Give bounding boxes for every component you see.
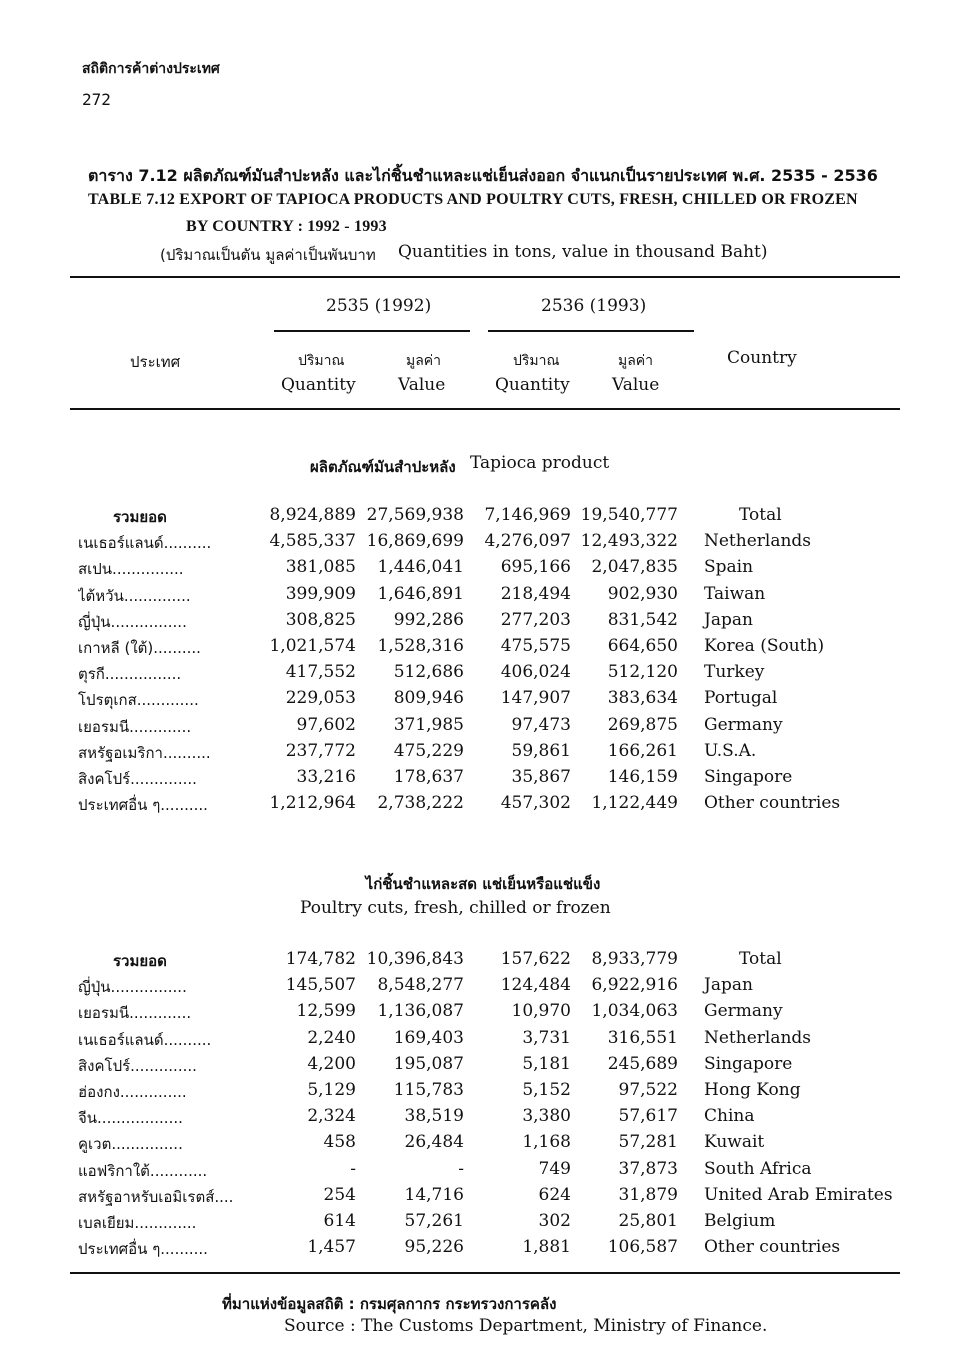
quantity-1993: 218,494 <box>500 583 571 604</box>
table-row <box>0 531 966 557</box>
value-1992: - <box>458 1158 464 1179</box>
country-name-english: South Africa <box>704 1158 812 1179</box>
value-1993: 31,879 <box>618 1184 678 1205</box>
section-title-tapioca-thai: ผลิตภัณฑ์มันสำปะหลัง <box>310 458 456 476</box>
year2-rule <box>488 330 694 332</box>
quantity-1993: 406,024 <box>500 662 571 683</box>
units-note-thai: (ปริมาณเป็นตัน มูลค่าเป็นพันบาท <box>160 246 376 264</box>
country-name-english: Hong Kong <box>704 1080 801 1100</box>
quantity-1992: 1,212,964 <box>269 793 356 814</box>
value-1992: 992,286 <box>393 609 464 630</box>
quantity-1992: 1,457 <box>307 1237 356 1258</box>
country-name-english: Singapore <box>704 767 793 787</box>
value-1992: 38,519 <box>404 1106 464 1127</box>
quantity-1993: 4,276,097 <box>484 531 571 552</box>
section-title-poultry-thai: ไก่ชิ้นชำแหละสด แช่เย็นหรือแช่แข็ง <box>365 875 601 893</box>
table-header-bottom-rule <box>70 408 900 410</box>
quantity-1993: 277,203 <box>500 609 571 630</box>
units-note-english: Quantities in tons, value in thousand Baht) <box>398 242 768 262</box>
quantity-1992: 381,085 <box>285 557 356 578</box>
country-name-english: Taiwan <box>704 583 766 604</box>
country-name-english: Spain <box>704 557 754 578</box>
country-name-english: Other countries <box>704 793 841 814</box>
value-1992: 2,738,222 <box>377 793 464 814</box>
source-english: Source : The Customs Department, Ministry of Finance. <box>284 1316 768 1336</box>
table-row <box>0 636 966 662</box>
quantity-1992: - <box>350 1158 356 1179</box>
country-name-english: Japan <box>704 609 753 630</box>
value-1993: 831,542 <box>607 609 678 630</box>
quantity-1993: 3,380 <box>522 1106 571 1127</box>
country-name-english: Netherlands <box>704 531 812 552</box>
value-1992: 371,985 <box>393 714 464 735</box>
country-name-english: Singapore <box>704 1053 793 1074</box>
table-row <box>0 557 966 583</box>
quantity-1993: 97,473 <box>511 714 571 735</box>
table-row <box>0 1211 966 1237</box>
quantity-1992: 229,053 <box>285 688 356 709</box>
value-1993: 19,540,777 <box>580 505 678 525</box>
quantity-1993: 624 <box>538 1184 571 1205</box>
value-1993: 12,493,322 <box>580 531 678 552</box>
quantity-1992: 145,507 <box>285 975 356 996</box>
quantity-1993: 10,970 <box>511 1001 571 1022</box>
value-1993: 1,122,449 <box>591 793 678 814</box>
country-name-thai: แอฟริกาใต้............ <box>78 1161 208 1180</box>
quantity-1993: 147,907 <box>500 688 571 709</box>
country-name-thai: ฮ่องกง.............. <box>78 1083 187 1101</box>
value-1993: 57,617 <box>618 1106 678 1127</box>
quantity-1993: 5,181 <box>522 1053 571 1074</box>
value-1992: 27,569,938 <box>366 505 464 525</box>
country-name-thai: ไต้หวัน.............. <box>78 586 191 605</box>
value-1993: 512,120 <box>607 662 678 683</box>
country-name-english: Total <box>739 505 782 525</box>
table-top-rule <box>70 276 900 278</box>
country-name-english: Belgium <box>704 1211 776 1231</box>
quantity-1992: 254 <box>323 1184 356 1205</box>
quantity-1993: 457,302 <box>500 793 571 814</box>
year1-rule <box>274 330 470 332</box>
value-1993: 383,634 <box>607 688 678 709</box>
country-name-english: China <box>704 1106 755 1127</box>
quantity-1993: 475,575 <box>500 636 571 656</box>
country-name-thai: สหรัฐอาหรับเอมิเรตส์.... <box>78 1187 234 1206</box>
quantity-1992: 417,552 <box>285 662 356 683</box>
quantity-1992: 614 <box>323 1211 356 1231</box>
quantity-1993: 157,622 <box>500 949 571 969</box>
column-header-year2: 2536 (1993) <box>541 296 647 316</box>
value-1992: 16,869,699 <box>366 531 464 552</box>
quantity-1993: 5,152 <box>522 1080 571 1100</box>
quantity-1993: 1,168 <box>522 1132 571 1153</box>
country-name-thai: รวมยอด <box>113 508 167 526</box>
quantity-1992: 33,216 <box>296 767 356 787</box>
source-thai: ที่มาแห่งข้อมูลสถิติ : กรมศุลกากร กระทรวงการคลัง <box>222 1295 557 1313</box>
table-bottom-rule <box>70 1272 900 1274</box>
table-total-row <box>0 949 966 975</box>
value-1992: 10,396,843 <box>366 949 464 969</box>
quantity-1992: 2,240 <box>307 1027 356 1048</box>
value-1992: 178,637 <box>393 767 464 787</box>
value-1992: 95,226 <box>404 1237 464 1258</box>
country-name-english: United Arab Emirates <box>704 1184 893 1205</box>
quantity-1993: 124,484 <box>500 975 571 996</box>
country-name-thai: เบลเยียม............. <box>78 1214 197 1232</box>
column-header-qty1-english: Quantity <box>281 375 356 395</box>
column-header-country-english: Country <box>727 348 797 368</box>
quantity-1992: 4,200 <box>307 1053 356 1074</box>
value-1993: 25,801 <box>618 1211 678 1231</box>
quantity-1992: 399,909 <box>285 583 356 604</box>
value-1993: 57,281 <box>618 1132 678 1153</box>
value-1992: 115,783 <box>393 1080 464 1100</box>
table-row <box>0 741 966 767</box>
quantity-1992: 2,324 <box>307 1106 356 1127</box>
table-row <box>0 975 966 1001</box>
value-1992: 1,446,041 <box>377 557 464 578</box>
country-name-english: Korea (South) <box>704 636 825 656</box>
country-name-english: Other countries <box>704 1237 841 1258</box>
table-row <box>0 1185 966 1211</box>
value-1993: 664,650 <box>607 636 678 656</box>
value-1992: 57,261 <box>404 1211 464 1231</box>
value-1992: 169,403 <box>393 1027 464 1048</box>
country-name-english: Germany <box>704 1001 783 1022</box>
table-title-english-line2: BY COUNTRY : 1992 - 1993 <box>186 218 387 235</box>
country-name-thai: สเปน............... <box>78 560 184 579</box>
table-row <box>0 1106 966 1132</box>
table-row <box>0 688 966 714</box>
value-1993: 269,875 <box>607 714 678 735</box>
value-1993: 1,034,063 <box>591 1001 678 1022</box>
quantity-1993: 7,146,969 <box>484 505 571 525</box>
value-1993: 6,922,916 <box>591 975 678 996</box>
country-name-thai: ประเทศอื่น ๆ.......... <box>78 1240 208 1259</box>
table-row <box>0 1054 966 1080</box>
column-header-country-thai: ประเทศ <box>130 353 181 371</box>
table-row <box>0 715 966 741</box>
value-1992: 8,548,277 <box>377 975 464 996</box>
country-name-thai: สหรัฐอเมริกา.......... <box>78 743 211 762</box>
country-name-english: Germany <box>704 714 783 735</box>
value-1993: 106,587 <box>607 1237 678 1258</box>
country-name-english: Portugal <box>704 688 778 709</box>
country-name-english: Kuwait <box>704 1132 765 1153</box>
quantity-1992: 8,924,889 <box>269 505 356 525</box>
quantity-1993: 59,861 <box>511 740 571 761</box>
table-row <box>0 1028 966 1054</box>
country-name-english: Netherlands <box>704 1027 812 1048</box>
value-1992: 512,686 <box>393 662 464 683</box>
value-1992: 14,716 <box>404 1184 464 1205</box>
quantity-1992: 97,602 <box>296 714 356 735</box>
value-1992: 1,528,316 <box>377 636 464 656</box>
country-name-thai: เกาหลี (ใต้).......... <box>78 639 201 657</box>
value-1992: 195,087 <box>393 1053 464 1074</box>
value-1993: 8,933,779 <box>591 949 678 969</box>
value-1993: 97,522 <box>618 1080 678 1100</box>
book-title: สถิติการค้าต่างประเทศ <box>82 61 220 77</box>
table-title-english: TABLE 7.12 EXPORT OF TAPIOCA PRODUCTS AND POULTRY CUTS, FRESH, CHILLED OR FROZEN <box>88 191 858 208</box>
country-name-english: Turkey <box>704 662 765 683</box>
table-row <box>0 1001 966 1027</box>
quantity-1992: 458 <box>323 1132 356 1153</box>
quantity-1992: 1,021,574 <box>269 636 356 656</box>
country-name-thai: สิงคโปร์.............. <box>78 770 197 788</box>
column-header-qty2-english: Quantity <box>495 375 570 395</box>
value-1993: 316,551 <box>607 1027 678 1048</box>
table-row <box>0 1237 966 1263</box>
country-name-thai: จีน.................. <box>78 1109 183 1128</box>
page-number: 272 <box>82 90 111 109</box>
table-total-row <box>0 505 966 531</box>
country-name-english: Total <box>739 949 782 969</box>
quantity-1992: 12,599 <box>296 1001 356 1022</box>
quantity-1993: 1,881 <box>522 1237 571 1258</box>
value-1993: 2,047,835 <box>591 557 678 578</box>
country-name-thai: เยอรมนี............. <box>78 717 192 736</box>
value-1992: 809,946 <box>393 688 464 709</box>
column-header-qty2-thai: ปริมาณ <box>513 353 560 369</box>
value-1992: 1,646,891 <box>377 583 464 604</box>
country-name-thai: ญี่ปุ่น................ <box>78 978 187 997</box>
country-name-thai: รวมยอด <box>113 952 167 970</box>
table-title-thai: ตาราง 7.12 ผลิตภัณฑ์มันสำปะหลัง และไก่ชิ้นชำแหละแช่เย็นส่งออก จำแนกเป็นรายประเทศ พ.ศ. 2535 - 2536 <box>88 166 878 185</box>
country-name-thai: คูเวต............... <box>78 1135 183 1154</box>
country-name-thai: ญี่ปุ่น................ <box>78 612 187 631</box>
country-name-english: U.S.A. <box>704 740 757 761</box>
value-1992: 1,136,087 <box>377 1001 464 1022</box>
quantity-1992: 174,782 <box>285 949 356 969</box>
country-name-thai: ประเทศอื่น ๆ.......... <box>78 796 208 815</box>
column-header-qty1-thai: ปริมาณ <box>298 353 345 369</box>
column-header-val1-thai: มูลค่า <box>406 353 442 369</box>
country-name-thai: โปรตุเกส............. <box>78 691 199 710</box>
section-title-tapioca-english: Tapioca product <box>470 453 610 473</box>
country-name-thai: ตุรกี................ <box>78 665 182 684</box>
column-header-year1: 2535 (1992) <box>326 296 432 316</box>
quantity-1993: 35,867 <box>511 767 571 787</box>
quantity-1993: 3,731 <box>522 1027 571 1048</box>
quantity-1993: 302 <box>538 1211 571 1231</box>
section-title-poultry-english: Poultry cuts, fresh, chilled or frozen <box>300 898 611 918</box>
column-header-val1-english: Value <box>398 375 446 395</box>
column-header-val2-thai: มูลค่า <box>618 353 654 369</box>
value-1993: 146,159 <box>607 767 678 787</box>
value-1993: 245,689 <box>607 1053 678 1074</box>
table-row <box>0 1080 966 1106</box>
country-name-thai: เยอรมนี............. <box>78 1004 192 1023</box>
quantity-1993: 695,166 <box>500 557 571 578</box>
table-row <box>0 1159 966 1185</box>
country-name-thai: สิงคโปร์.............. <box>78 1056 197 1075</box>
value-1992: 475,229 <box>393 740 464 761</box>
quantity-1992: 4,585,337 <box>269 531 356 552</box>
country-name-thai: เนเธอร์แลนด์.......... <box>78 1030 212 1049</box>
table-row <box>0 793 966 819</box>
table-row <box>0 584 966 610</box>
column-header-val2-english: Value <box>612 375 660 395</box>
value-1992: 26,484 <box>404 1132 464 1153</box>
table-row <box>0 610 966 636</box>
value-1993: 37,873 <box>618 1158 678 1179</box>
quantity-1992: 5,129 <box>307 1080 356 1100</box>
country-name-thai: เนเธอร์แลนด์.......... <box>78 534 212 553</box>
country-name-english: Japan <box>704 975 753 996</box>
table-row <box>0 662 966 688</box>
value-1993: 166,261 <box>607 740 678 761</box>
table-row <box>0 1132 966 1158</box>
quantity-1992: 308,825 <box>285 609 356 630</box>
quantity-1993: 749 <box>538 1158 571 1179</box>
value-1993: 902,930 <box>607 583 678 604</box>
table-row <box>0 767 966 793</box>
quantity-1992: 237,772 <box>285 740 356 761</box>
